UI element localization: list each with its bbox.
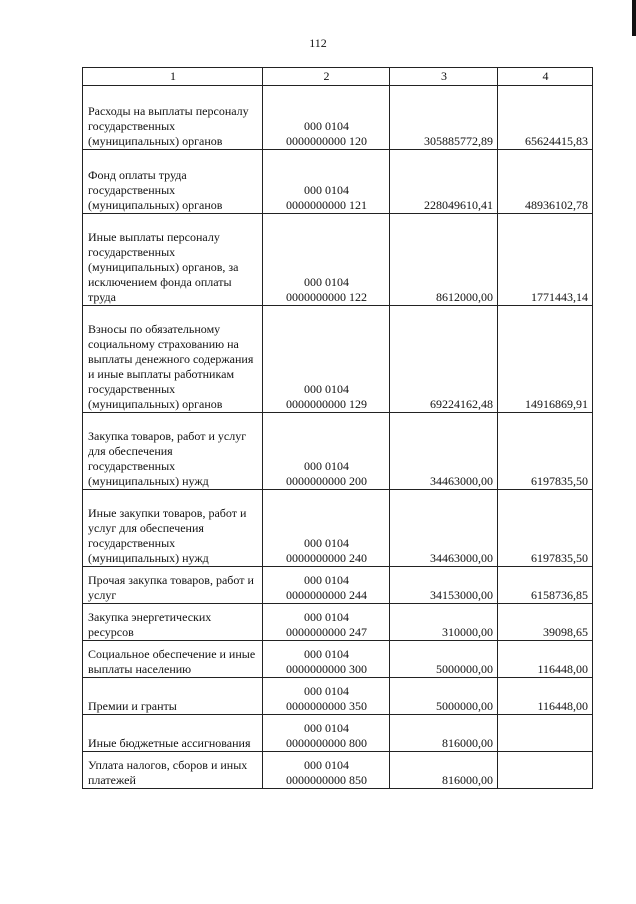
row-value-col4: 6197835,50 [498, 490, 593, 567]
row-name: Уплата налогов, сборов и иных платежей [83, 752, 263, 789]
table-row [83, 752, 593, 789]
code-part-1: 000 0104 [304, 536, 349, 550]
row-value-col4: 116448,00 [498, 641, 593, 678]
table-row [83, 715, 593, 752]
code-part-1: 000 0104 [304, 183, 349, 197]
code-part-2: 0000000000 129 [286, 397, 367, 411]
row-value-col4 [498, 752, 593, 789]
row-code [263, 678, 390, 715]
row-code [263, 150, 390, 214]
code-part-1: 000 0104 [304, 275, 349, 289]
row-name: Фонд оплаты труда государственных (муниципальных) органов [83, 150, 263, 214]
row-value-col3: 5000000,00 [390, 678, 498, 715]
code-part-2: 0000000000 240 [286, 551, 367, 565]
code-part-2: 0000000000 122 [286, 290, 367, 304]
column-header: 1 [83, 68, 263, 86]
scan-edge-mark [632, 0, 636, 36]
code-part-1: 000 0104 [304, 758, 349, 772]
row-name: Закупка товаров, работ и услуг для обеспечения государственных (муниципальных) нужд [83, 413, 263, 490]
table-row [83, 306, 593, 413]
code-part-2: 0000000000 850 [286, 773, 367, 787]
row-value-col4: 1771443,14 [498, 214, 593, 306]
code-part-1: 000 0104 [304, 647, 349, 661]
row-value-col4: 39098,65 [498, 604, 593, 641]
row-name: Премии и гранты [83, 678, 263, 715]
column-header: 3 [390, 68, 498, 86]
row-value-col3: 34463000,00 [390, 413, 498, 490]
budget-table [82, 67, 593, 789]
row-value-col3: 310000,00 [390, 604, 498, 641]
row-value-col4: 48936102,78 [498, 150, 593, 214]
row-name: Иные закупки товаров, работ и услуг для обеспечения государственных (муниципальных) нужд [83, 490, 263, 567]
code-part-1: 000 0104 [304, 573, 349, 587]
code-part-1: 000 0104 [304, 459, 349, 473]
row-name: Взносы по обязательному социальному страхованию на выплаты денежного содержания и иные выплаты работникам государственных (муниципальных) органов [83, 306, 263, 413]
code-part-2: 0000000000 121 [286, 198, 367, 212]
row-code [263, 752, 390, 789]
code-part-2: 0000000000 120 [286, 134, 367, 148]
row-value-col3: 34463000,00 [390, 490, 498, 567]
table-row [83, 86, 593, 150]
row-value-col3: 816000,00 [390, 715, 498, 752]
row-code [263, 413, 390, 490]
row-code [263, 306, 390, 413]
row-value-col3: 228049610,41 [390, 150, 498, 214]
row-value-col3: 816000,00 [390, 752, 498, 789]
row-value-col3: 34153000,00 [390, 567, 498, 604]
row-name: Иные выплаты персоналу государственных (муниципальных) органов, за исключением фонда оплаты труда [83, 214, 263, 306]
row-value-col4: 116448,00 [498, 678, 593, 715]
row-value-col3: 305885772,89 [390, 86, 498, 150]
column-header: 2 [263, 68, 390, 86]
code-part-1: 000 0104 [304, 382, 349, 396]
row-value-col4: 14916869,91 [498, 306, 593, 413]
row-code [263, 214, 390, 306]
row-value-col4: 6197835,50 [498, 413, 593, 490]
code-part-1: 000 0104 [304, 721, 349, 735]
table-row [83, 678, 593, 715]
row-name: Закупка энергетических ресурсов [83, 604, 263, 641]
code-part-2: 0000000000 800 [286, 736, 367, 750]
table-row [83, 214, 593, 306]
row-code [263, 490, 390, 567]
code-part-1: 000 0104 [304, 684, 349, 698]
row-value-col3: 69224162,48 [390, 306, 498, 413]
table-row [83, 413, 593, 490]
row-code [263, 604, 390, 641]
row-value-col4 [498, 715, 593, 752]
table-row [83, 641, 593, 678]
row-name: Расходы на выплаты персоналу государственных (муниципальных) органов [83, 86, 263, 150]
page-number: 112 [309, 36, 327, 50]
code-part-2: 0000000000 244 [286, 588, 367, 602]
row-code [263, 715, 390, 752]
row-code [263, 86, 390, 150]
table-row [83, 150, 593, 214]
code-part-1: 000 0104 [304, 610, 349, 624]
row-name: Социальное обеспечение и иные выплаты населению [83, 641, 263, 678]
row-name: Прочая закупка товаров, работ и услуг [83, 567, 263, 604]
code-part-2: 0000000000 350 [286, 699, 367, 713]
code-part-2: 0000000000 200 [286, 474, 367, 488]
column-header: 4 [498, 68, 593, 86]
row-code [263, 567, 390, 604]
row-name: Иные бюджетные ассигнования [83, 715, 263, 752]
code-part-2: 0000000000 247 [286, 625, 367, 639]
table-row [83, 567, 593, 604]
code-part-1: 000 0104 [304, 119, 349, 133]
code-part-2: 0000000000 300 [286, 662, 367, 676]
row-code [263, 641, 390, 678]
row-value-col3: 8612000,00 [390, 214, 498, 306]
row-value-col3: 5000000,00 [390, 641, 498, 678]
header-row [83, 68, 593, 86]
table-row [83, 490, 593, 567]
table-row [83, 604, 593, 641]
row-value-col4: 6158736,85 [498, 567, 593, 604]
row-value-col4: 65624415,83 [498, 86, 593, 150]
